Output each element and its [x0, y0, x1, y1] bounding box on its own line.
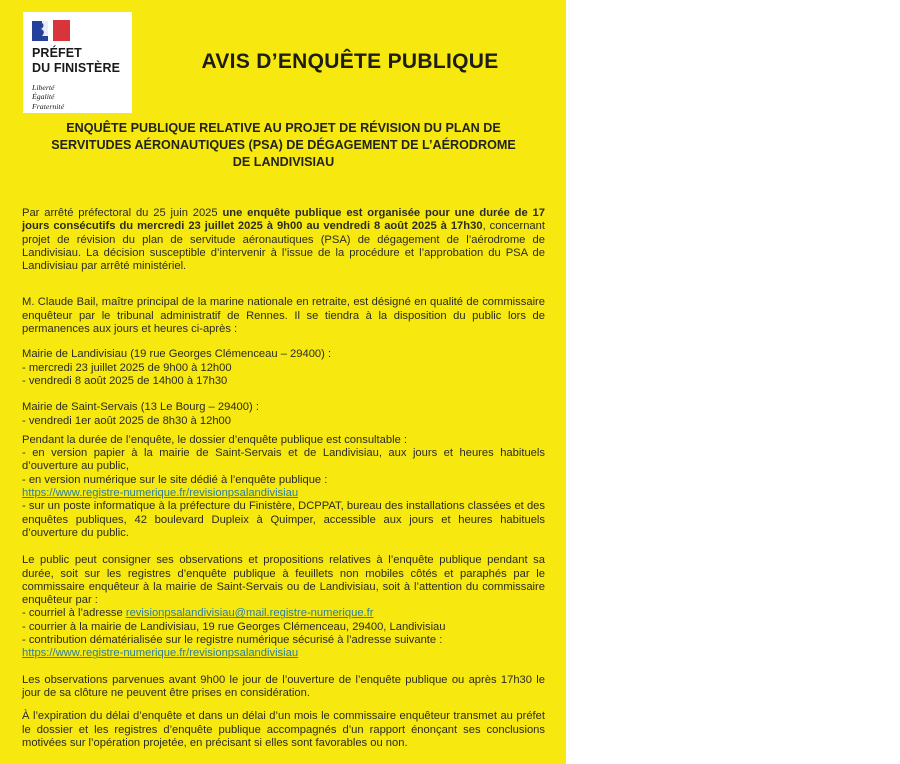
permanence-landivisiau	[22, 348, 545, 388]
intro-text-pre: Par arrêté préfectoral du 25 juin 2025	[22, 207, 223, 219]
subtitle-line-1: ENQUÊTE PUBLIQUE RELATIVE AU PROJET DE RÉVISION DU PLAN DE	[66, 121, 501, 135]
motto-fraternite: Fraternité	[32, 101, 65, 111]
permanence-landivisiau-slot-1: - mercredi 23 juillet 2025 de 9h00 à 12h00	[22, 361, 232, 374]
observations-registry-item: - contribution dématérialisée sur le registre numérique sécurisé à l’adresse suivante :	[22, 634, 443, 647]
french-flag-icon	[32, 20, 72, 42]
intro-text-bold: une enquête publique est organisée pour une durée de 17 jours consécutifs du mercredi 23 juillet 2025 à 9h00 au vendredi 8 août 2025 à 17h30	[22, 207, 545, 233]
email-link[interactable]: revisionpsalandivisiau@mail.registre-numerique.fr	[125, 607, 374, 620]
registre-numerique-link[interactable]: https://www.registre-numerique.fr/revisionpsalandivisiau	[22, 487, 299, 500]
motto	[32, 83, 126, 111]
consultation-computer-item: - sur un poste informatique à la préfecture du Finistère, DCPPAT, bureau des installations classées et des enquêtes publiques, 42 boulevard Dupleix à Quimper, accessible aux jours et heures habituels d’ouverture du public.	[22, 500, 545, 539]
prefet-name-line2: DU FINISTÈRE	[32, 61, 121, 75]
commissioner-paragraph: M. Claude Bail, maître principal de la marine nationale en retraite, est désigné en qualité de commissaire enquêteur par le tribunal administratif de Rennes. Il se tiendra à la disposition du public lors de permanences aux jours et heures ci-après :	[22, 296, 545, 336]
motto-liberte: Liberté	[32, 83, 55, 92]
conclusion-paragraph: À l’expiration du délai d’enquête et dans un délai d’un mois le commissaire enquêteur transmet au préfet le dossier et les registres d’enquête publique accompagnés d’un rapport énonçant ses conclusions motivées sur l’opération projetée, en précisant si elles sont favorables ou non.	[22, 710, 545, 749]
permanence-landivisiau-title: Mairie de Landivisiau (19 rue Georges Clémenceau – 29400) :	[22, 348, 332, 361]
gov-logo-block	[23, 12, 132, 113]
permanence-landivisiau-slot-2: - vendredi 8 août 2025 de 14h00 à 17h30	[22, 374, 228, 387]
subtitle-line-3: DE LANDIVISIAU	[232, 155, 335, 169]
observations-email-prefix: - courriel à l’adresse	[22, 607, 126, 620]
registre-numerique-link-2[interactable]: https://www.registre-numerique.fr/revisionpsalandivisiau	[22, 647, 299, 660]
observations-intro: Le public peut consigner ses observations et propositions relatives à l’enquête publique pendant sa durée, soit sur les registres d’enquête publique à feuillets non mobiles côtés et paraphés par le commissaire enquêteur à la mairie de Saint-Servais ou de Landivisiau, soit à l’attention du commissaire enquêteur par :	[22, 554, 545, 607]
consultation-section	[22, 434, 545, 540]
prefet-name-line1: PRÉFET	[32, 46, 82, 60]
permanence-saint-servais	[22, 401, 545, 428]
consultation-website-line	[22, 487, 545, 500]
consultation-paper-item: - en version papier à la mairie de Saint-Servais et de Landivisiau, aux jours et heures habituels d’ouverture au public,	[22, 447, 545, 473]
consultation-intro: Pendant la durée de l’enquête, le dossier d’enquête publique est consultable :	[22, 433, 408, 446]
notice-body	[22, 120, 545, 750]
intro-paragraph	[22, 207, 545, 273]
observations-section	[22, 554, 545, 660]
notice-subtitle	[22, 120, 545, 171]
motto-egalite: Égalité	[32, 92, 55, 102]
permanence-saint-servais-slot-1: - vendredi 1er août 2025 de 8h30 à 12h00	[22, 414, 232, 427]
observations-registry-line	[22, 647, 545, 660]
observations-email-item	[22, 607, 545, 620]
intro-text-post: , concernant projet de révision du plan de servitude aéronautiques (PSA) de dégagement de l’aérodrome de Landivisiau. La décision susceptible d’intervenir à l’issue de la procédure et l’approbation du PSA de Landivisiau par arrêté ministériel.	[22, 220, 545, 273]
notice-title: AVIS D’ENQUÊTE PUBLIQUE	[201, 50, 499, 73]
deadline-paragraph: Les observations parvenues avant 9h00 le jour de l’ouverture de l’enquête publique ou après 17h30 le jour de sa clôture ne peuvent être prises en considération.	[22, 673, 545, 699]
subtitle-line-2: SERVITUDES AÉRONAUTIQUES (PSA) DE DÉGAGEMENT DE L’AÉRODROME	[51, 138, 516, 152]
consultation-digital-item: - en version numérique sur le site dédié à l’enquête publique :	[22, 473, 328, 486]
permanence-saint-servais-title: Mairie de Saint-Servais (13 Le Bourg – 29400) :	[22, 401, 259, 414]
observations-mail-item: - courrier à la mairie de Landivisiau, 19 rue Georges Clémenceau, 29400, Landivisiau	[22, 620, 446, 633]
